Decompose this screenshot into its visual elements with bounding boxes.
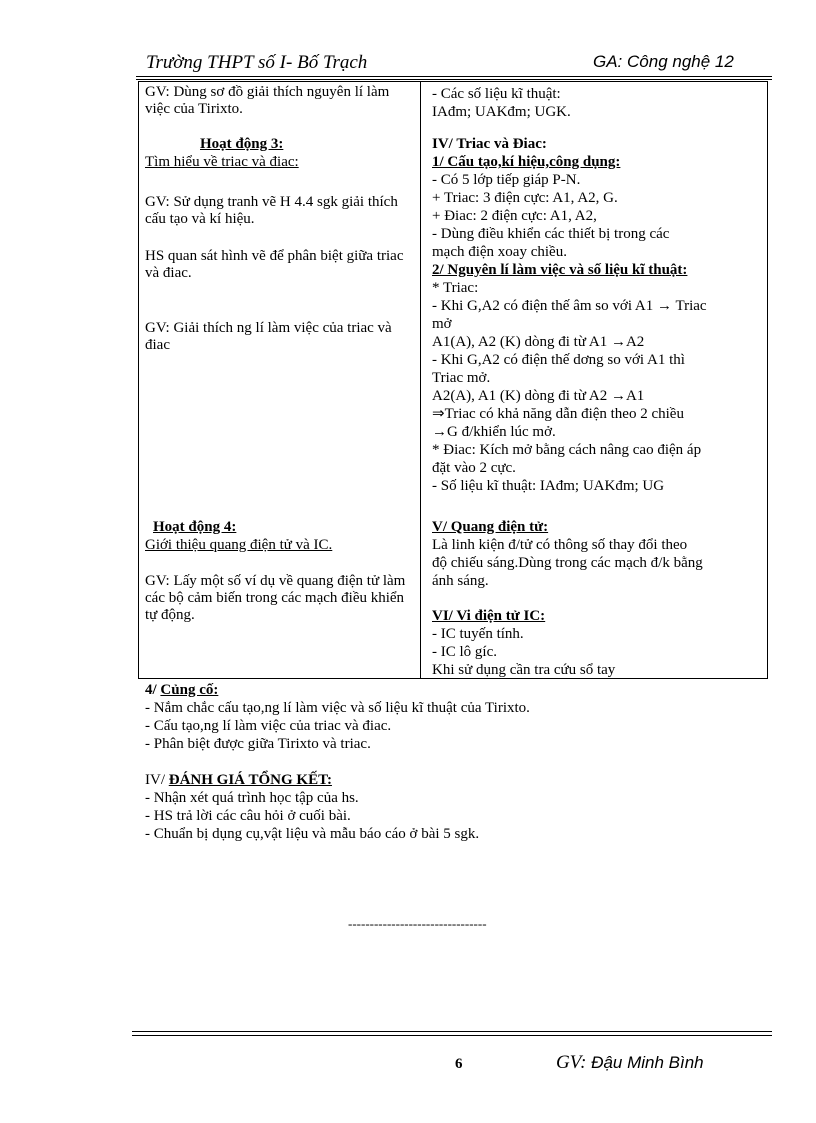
- footer-teacher: [556, 1052, 704, 1074]
- section-4-2-line: Triac mở.: [432, 370, 491, 386]
- section-5-line: Là linh kiện đ/tử có thông số thay đổi theo: [432, 537, 688, 553]
- section-6-title: VI/ Vi điện tử IC:: [432, 608, 546, 624]
- consolidate-title: Củng cố:: [160, 682, 219, 698]
- activity-4-subtitle: Giới thiệu quang điện tử và IC.: [145, 537, 333, 553]
- footer-rule-2: [132, 1035, 772, 1036]
- page-number: 6: [455, 1056, 463, 1072]
- section-4-2-line: * Triac:: [432, 280, 479, 296]
- summary-line: - Chuẩn bị dụng cụ,vật liệu và mẫu báo cáo ở bài 5 sgk.: [145, 826, 480, 842]
- consolidate-line: - Phân biệt được giữa Tirixto và triac.: [145, 736, 371, 752]
- section-6-line: - IC lô gíc.: [432, 644, 497, 660]
- consolidate-number: 4/: [145, 682, 161, 698]
- section-4-2-line: đặt vào 2 cực.: [432, 460, 516, 476]
- section-4-title: IV/ Triac và Điac:: [432, 136, 547, 152]
- section-4-2-line: →G đ/khiển lúc mở.: [432, 424, 556, 440]
- end-divider: --------------------------------: [348, 916, 487, 931]
- section-4-1-line: + Điac: 2 điện cực: A1, A2,: [432, 208, 597, 224]
- consolidate-line: - Cấu tạo,ng lí làm việc của triac và điac.: [145, 718, 392, 734]
- left-intro: GV: Dùng sơ đồ giải thích nguyên lí làm việc của Tirixto.: [145, 84, 390, 117]
- footer-rule: [132, 1031, 772, 1032]
- activity-3-paragraph-1: GV: Sử dụng tranh vẽ H 4.4 sgk giải thích cấu tạo và kí hiệu.: [145, 194, 398, 227]
- summary-line: - HS trả lời các câu hỏi ở cuối bài.: [145, 808, 351, 824]
- section-5-line: độ chiếu sáng.Dùng trong các mạch đ/k bằng: [432, 555, 703, 571]
- summary-title: ĐÁNH GIÁ TỔNG KẾT:: [168, 772, 332, 788]
- specs-values: IAđm; UAKđm; UGK.: [432, 104, 571, 120]
- section-4-1-line: + Triac: 3 điện cực: A1, A2, G.: [432, 190, 618, 206]
- section-6-line: - IC tuyến tính.: [432, 626, 524, 642]
- section-4-2-line: - Khi G,A2 có điện thế âm so với A1 → Triac: [432, 298, 707, 314]
- header-subject: GA: Công nghệ 12: [593, 52, 734, 71]
- section-4-1-title: 1/ Cấu tạo,kí hiệu,công dụng:: [432, 154, 621, 170]
- section-4-1-line: - Dùng điều khiển các thiết bị trong các: [432, 226, 670, 242]
- summary-number: IV/: [145, 772, 169, 788]
- section-4-2-line: - Số liệu kĩ thuật: IAđm; UAKđm; UG: [432, 478, 665, 494]
- footer-gv-label: GV:: [556, 1052, 592, 1073]
- activity-4-title: Hoạt động 4:: [153, 519, 237, 535]
- table-column-divider: [420, 81, 421, 679]
- header-rule: [136, 76, 772, 77]
- section-4-2-title: 2/ Nguyên lí làm việc và số liệu kĩ thuật:: [432, 262, 688, 278]
- section-4-1-line: mạch điện xoay chiều.: [432, 244, 567, 260]
- section-4-2-line: ⇒Triac có khả năng dẫn điện theo 2 chiều: [432, 406, 684, 422]
- section-4-2-line: * Điac: Kích mở bằng cách nâng cao điện áp: [432, 442, 702, 458]
- section-4-2-line: A1(A), A2 (K) dòng đi từ A1 →A2: [432, 334, 645, 350]
- section-4-2-line: mở: [432, 316, 452, 332]
- specs-line: - Các số liệu kĩ thuật:: [432, 86, 561, 102]
- section-4-2-line: A2(A), A1 (K) dòng đi từ A2 →A1: [432, 388, 645, 404]
- section-4-1-line: - Có 5 lớp tiếp giáp P-N.: [432, 172, 581, 188]
- section-4-2-line: - Khi G,A2 có điện thế dơng so với A1 thì: [432, 352, 685, 368]
- section-5-title: V/ Quang điện tử:: [432, 519, 549, 535]
- consolidate-heading: [145, 682, 218, 699]
- header-rule-2: [136, 79, 772, 80]
- consolidate-line: - Nắm chắc cấu tạo,ng lí làm việc và số liệu kĩ thuật của Tirixto.: [145, 700, 530, 716]
- section-6-line: Khi sử dụng cần tra cứu sổ tay: [432, 662, 616, 678]
- activity-3-paragraph-2: HS quan sát hình vẽ để phân biệt giữa triac và điac.: [145, 248, 404, 281]
- teacher-name: Đậu Minh Bình: [591, 1053, 704, 1072]
- activity-3-subtitle: Tìm hiểu về triac và điac:: [145, 154, 299, 170]
- header-school: Trường THPT số I- Bố Trạch: [146, 52, 368, 73]
- summary-heading: [145, 772, 332, 789]
- activity-3-paragraph-3: GV: Giải thích ng lí làm việc của triac và điac: [145, 320, 392, 353]
- section-5-line: ánh sáng.: [432, 573, 489, 589]
- activity-3-title: Hoạt động 3:: [200, 136, 284, 152]
- summary-line: - Nhận xét quá trình học tập của hs.: [145, 790, 359, 806]
- activity-4-paragraph: GV: Lấy một số ví dụ về quang điện tử làm các bộ cảm biến trong các mạch điều khiển tự động.: [145, 573, 406, 623]
